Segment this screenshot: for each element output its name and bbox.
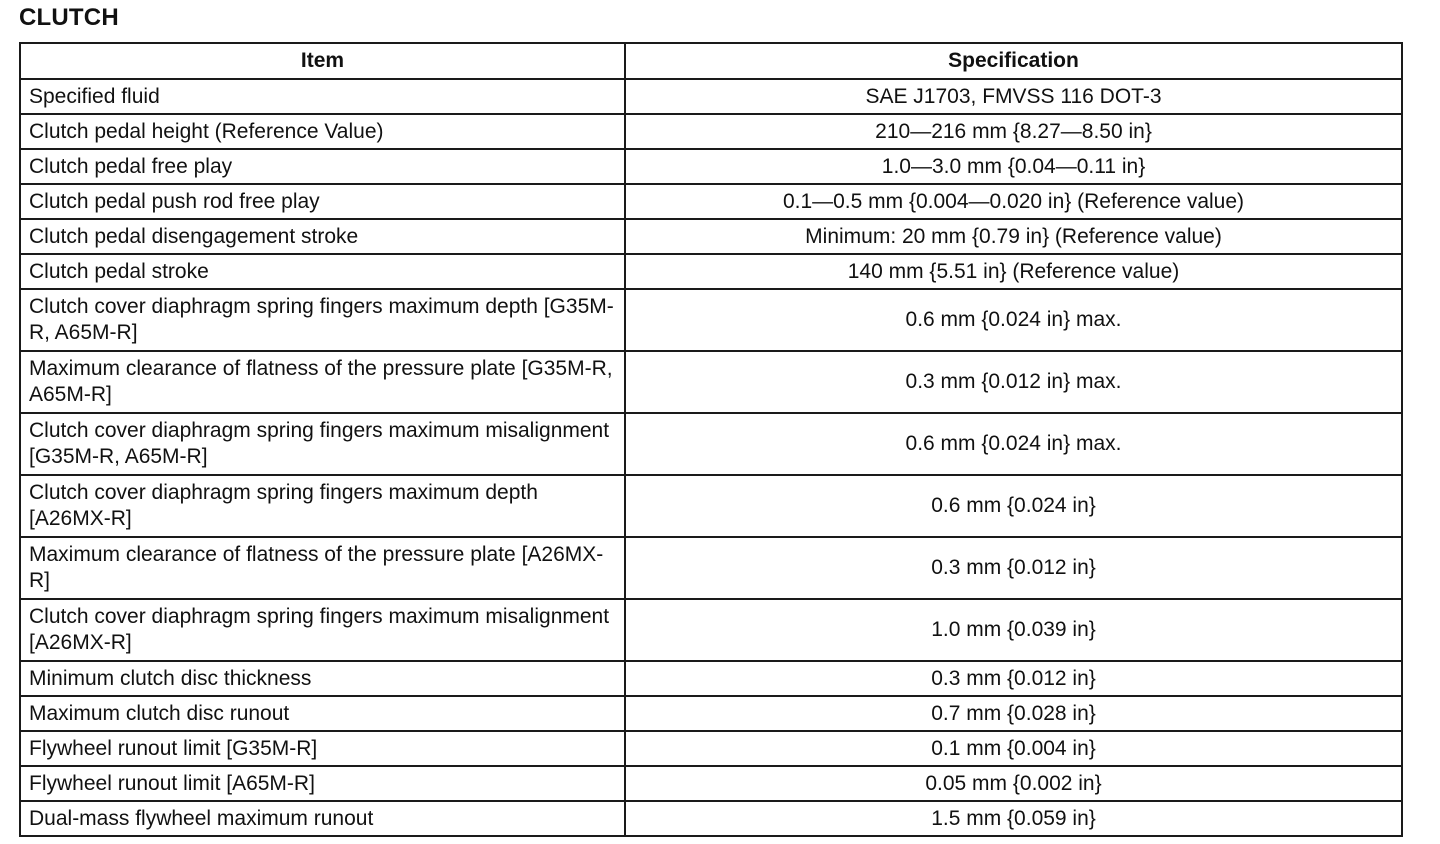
spec-table: [19, 42, 1403, 837]
item-cell: Minimum clutch disc thickness: [20, 661, 625, 696]
table-row: [20, 731, 1402, 766]
spec-cell: 210—216 mm {8.27—8.50 in}: [625, 114, 1402, 149]
table-header-row: [20, 43, 1402, 79]
table-row: [20, 149, 1402, 184]
item-cell: Dual-mass flywheel maximum runout: [20, 801, 625, 836]
spec-cell: 0.6 mm {0.024 in} max.: [625, 413, 1402, 475]
table-row: [20, 696, 1402, 731]
table-row: [20, 289, 1402, 351]
table-row: [20, 114, 1402, 149]
table-row: [20, 184, 1402, 219]
item-cell: Clutch cover diaphragm spring fingers maximum depth [A26MX-R]: [20, 475, 625, 537]
table-row: [20, 475, 1402, 537]
item-cell: Clutch pedal stroke: [20, 254, 625, 289]
spec-cell: 0.1—0.5 mm {0.004—0.020 in} (Reference value): [625, 184, 1402, 219]
spec-cell: 1.0—3.0 mm {0.04—0.11 in}: [625, 149, 1402, 184]
spec-cell: 140 mm {5.51 in} (Reference value): [625, 254, 1402, 289]
table-row: [20, 79, 1402, 114]
item-cell: Maximum clearance of flatness of the pressure plate [A26MX-R]: [20, 537, 625, 599]
column-header-specification: Specification: [625, 43, 1402, 79]
item-cell: Flywheel runout limit [G35M-R]: [20, 731, 625, 766]
spec-cell: 0.1 mm {0.004 in}: [625, 731, 1402, 766]
table-row: [20, 801, 1402, 836]
spec-cell: SAE J1703, FMVSS 116 DOT-3: [625, 79, 1402, 114]
spec-cell: 0.7 mm {0.028 in}: [625, 696, 1402, 731]
table-row: [20, 413, 1402, 475]
item-cell: Flywheel runout limit [A65M-R]: [20, 766, 625, 801]
table-row: [20, 537, 1402, 599]
table-row: [20, 219, 1402, 254]
spec-cell: 0.6 mm {0.024 in}: [625, 475, 1402, 537]
item-cell: Clutch pedal push rod free play: [20, 184, 625, 219]
table-row: [20, 599, 1402, 661]
item-cell: Clutch pedal height (Reference Value): [20, 114, 625, 149]
spec-cell: 0.3 mm {0.012 in} max.: [625, 351, 1402, 413]
spec-cell: 1.0 mm {0.039 in}: [625, 599, 1402, 661]
spec-cell: 0.3 mm {0.012 in}: [625, 661, 1402, 696]
spec-cell: 0.6 mm {0.024 in} max.: [625, 289, 1402, 351]
table-row: [20, 254, 1402, 289]
item-cell: Clutch pedal disengagement stroke: [20, 219, 625, 254]
item-cell: Clutch cover diaphragm spring fingers maximum depth [G35M-R, A65M-R]: [20, 289, 625, 351]
table-row: [20, 766, 1402, 801]
page-title: CLUTCH: [19, 4, 119, 31]
item-cell: Clutch cover diaphragm spring fingers maximum misalignment [A26MX-R]: [20, 599, 625, 661]
item-cell: Maximum clutch disc runout: [20, 696, 625, 731]
spec-cell: 0.05 mm {0.002 in}: [625, 766, 1402, 801]
spec-cell: 1.5 mm {0.059 in}: [625, 801, 1402, 836]
spec-cell: 0.3 mm {0.012 in}: [625, 537, 1402, 599]
column-header-item: Item: [20, 43, 625, 79]
table-row: [20, 661, 1402, 696]
item-cell: Clutch pedal free play: [20, 149, 625, 184]
item-cell: Clutch cover diaphragm spring fingers maximum misalignment [G35M-R, A65M-R]: [20, 413, 625, 475]
item-cell: Maximum clearance of flatness of the pressure plate [G35M-R, A65M-R]: [20, 351, 625, 413]
table-row: [20, 351, 1402, 413]
item-cell: Specified fluid: [20, 79, 625, 114]
spec-cell: Minimum: 20 mm {0.79 in} (Reference value): [625, 219, 1402, 254]
